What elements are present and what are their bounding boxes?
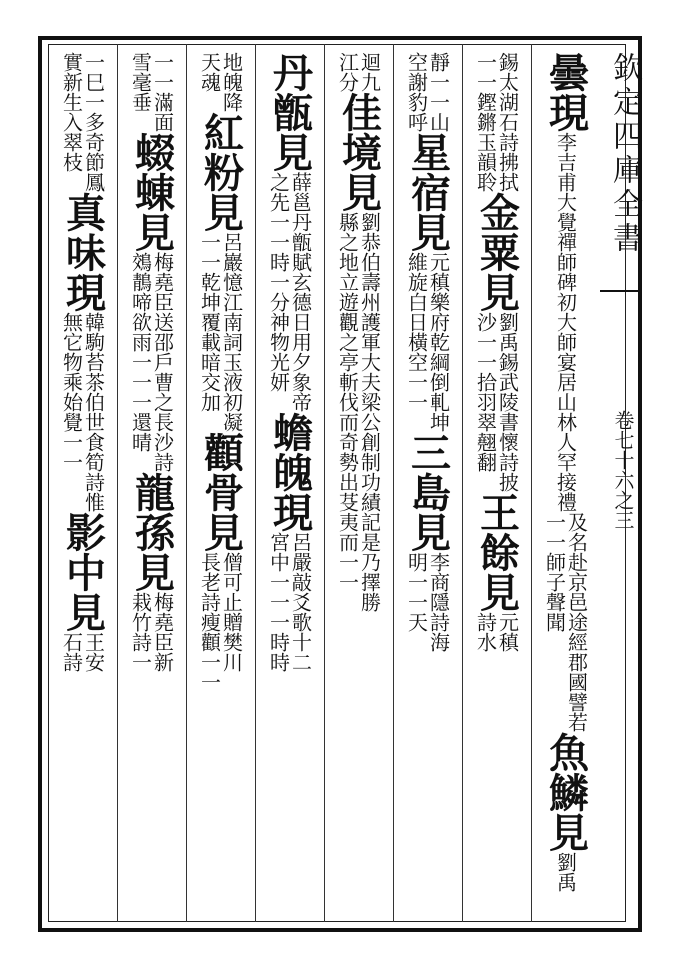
entry-heading: 佳境見 [335, 92, 383, 212]
annotation-pair [473, 612, 520, 652]
annotation-left-line: 石詩 [59, 632, 84, 672]
annotation-left-line: 雪毫垂 [128, 52, 153, 112]
entry-heading: 蝃蝀見 [128, 132, 176, 252]
annotation-right-line: 梅堯臣送邵戶曹之長沙詩 [150, 252, 175, 472]
annotation-left-line: 維旋白日橫空一一 [404, 252, 429, 412]
annotation-pair [473, 312, 520, 492]
annotation-right-line: 梅堯臣新 [150, 592, 175, 672]
annotation-left-line: 江分 [335, 52, 360, 92]
annotation-right-line: 錫太湖石詩拂拭 [495, 52, 520, 192]
annotation-text: 劉禹 [553, 852, 578, 892]
annotation-left-line: 無它物乘始覺一一 [59, 312, 84, 472]
entry-heading: 曇現 [542, 52, 590, 132]
annotation-right-line: 地魄降 [219, 52, 244, 112]
text-column [255, 52, 324, 914]
annotation-pair [266, 172, 313, 412]
entry-heading: 丹甑見 [266, 52, 314, 172]
annotation-right-line: 一巳一多奇節鳳 [81, 52, 106, 192]
annotation-left-line: 縣之地立遊觀之亭斬伐而奇勢出芟夷而一一 [335, 212, 360, 592]
entry-heading: 魚鱗見 [542, 732, 590, 852]
annotation-right-line: 僧可止贈樊川 [219, 552, 244, 672]
entry-heading: 王餘見 [473, 492, 521, 612]
text-column [462, 52, 531, 914]
annotation-pair [266, 532, 313, 672]
annotation-right-line: 及名赴京邑途經郡國譬若 [564, 512, 589, 732]
annotation-left-line: 實新生入翠枝 [59, 52, 84, 172]
book-title: 欽定四庫全書 [607, 52, 642, 256]
annotation-right-line: 迴九 [357, 52, 382, 92]
annotation-pair [128, 52, 175, 132]
annotation-right-line: 薛邕丹甑賦玄德日用夕象帝 [288, 172, 313, 412]
text-column [186, 52, 255, 914]
annotation-left-line: 長老詩瘦顴一一 [197, 552, 222, 692]
entry-heading: 星宿見 [404, 132, 452, 252]
annotation-pair [404, 252, 451, 432]
annotation-left-line: 一一師子聲聞 [542, 512, 567, 632]
annotation-right-line: 劉恭伯壽州護軍大夫梁公創制功績記是乃擇勝 [357, 212, 382, 612]
annotation-right-line: 劉禹錫武陵書懷詩披 [495, 312, 520, 492]
entry-heading: 紅粉見 [197, 112, 245, 232]
entry-heading: 真味現 [59, 192, 107, 312]
annotation-right-line: 王安 [81, 632, 106, 672]
annotation-left-line: 詩水 [473, 612, 498, 652]
annotation-pair [335, 212, 382, 612]
text-column [324, 52, 393, 914]
annotation-pair [59, 52, 106, 192]
annotation-pair [128, 252, 175, 472]
volume-label: 卷七十六之三 [611, 410, 635, 530]
text-column [531, 52, 600, 914]
entry-heading: 龍孫見 [128, 472, 176, 592]
annotation-right-line: 元稹樂府乾綱倒軋坤 [426, 252, 451, 432]
annotation-left-line: 明一一天 [404, 552, 429, 632]
annotation-pair [542, 512, 589, 732]
annotation-left-line: 之先一一時一分神物光妍 [266, 172, 291, 392]
annotation-pair [197, 52, 244, 112]
annotation-pair [128, 592, 175, 672]
annotation-left-line: 鵁鶄啼欲雨一一一還晴 [128, 252, 153, 452]
annotation-pair [197, 232, 244, 432]
entry-heading: 影中見 [59, 512, 107, 632]
annotation-left-line: 栽竹詩一 [128, 592, 153, 672]
annotation-pair [59, 632, 106, 672]
text-column [48, 52, 117, 914]
annotation-right-line: 元稹 [495, 612, 520, 652]
entry-heading: 顴骨見 [197, 432, 245, 552]
entry-heading: 金粟見 [473, 192, 521, 312]
annotation-pair [473, 52, 520, 192]
annotation-pair [404, 552, 451, 652]
annotation-right-line: 呂巖憶江南詞玉液初凝 [219, 232, 244, 432]
annotation-right-line: 李商隱詩海 [426, 552, 451, 652]
annotation-pair [335, 52, 382, 92]
annotation-left-line: 一一鏗鏘玉韻聆 [473, 52, 498, 192]
annotation-pair [404, 52, 451, 132]
annotation-left-line: 沙一一拾羽翠翹翻 [473, 312, 498, 472]
margin-divider [600, 290, 642, 292]
annotation-pair [197, 552, 244, 692]
annotation-text: 李吉甫大覺禪師碑初大師宴居山林人罕接禮 [553, 132, 578, 512]
annotation-right-line: 韓駒苔茶伯世食筍詩惟 [81, 312, 106, 512]
annotation-left-line: 空謝豹呼 [404, 52, 429, 132]
annotation-left-line: 天魂 [197, 52, 222, 92]
annotation-left-line: 一一乾坤覆載暗交加 [197, 232, 222, 412]
annotation-right-line: 靜一一山 [426, 52, 451, 132]
annotation-right-line: 一一滿面 [150, 52, 175, 132]
entry-heading: 三島見 [404, 432, 452, 552]
annotation-right-line: 呂嚴敲爻歌十二 [288, 532, 313, 672]
text-column [393, 52, 462, 914]
text-column [117, 52, 186, 914]
annotation-left-line: 宮中一一一時時 [266, 532, 291, 672]
annotation-pair [59, 312, 106, 512]
entry-heading: 蟾魄現 [266, 412, 314, 532]
